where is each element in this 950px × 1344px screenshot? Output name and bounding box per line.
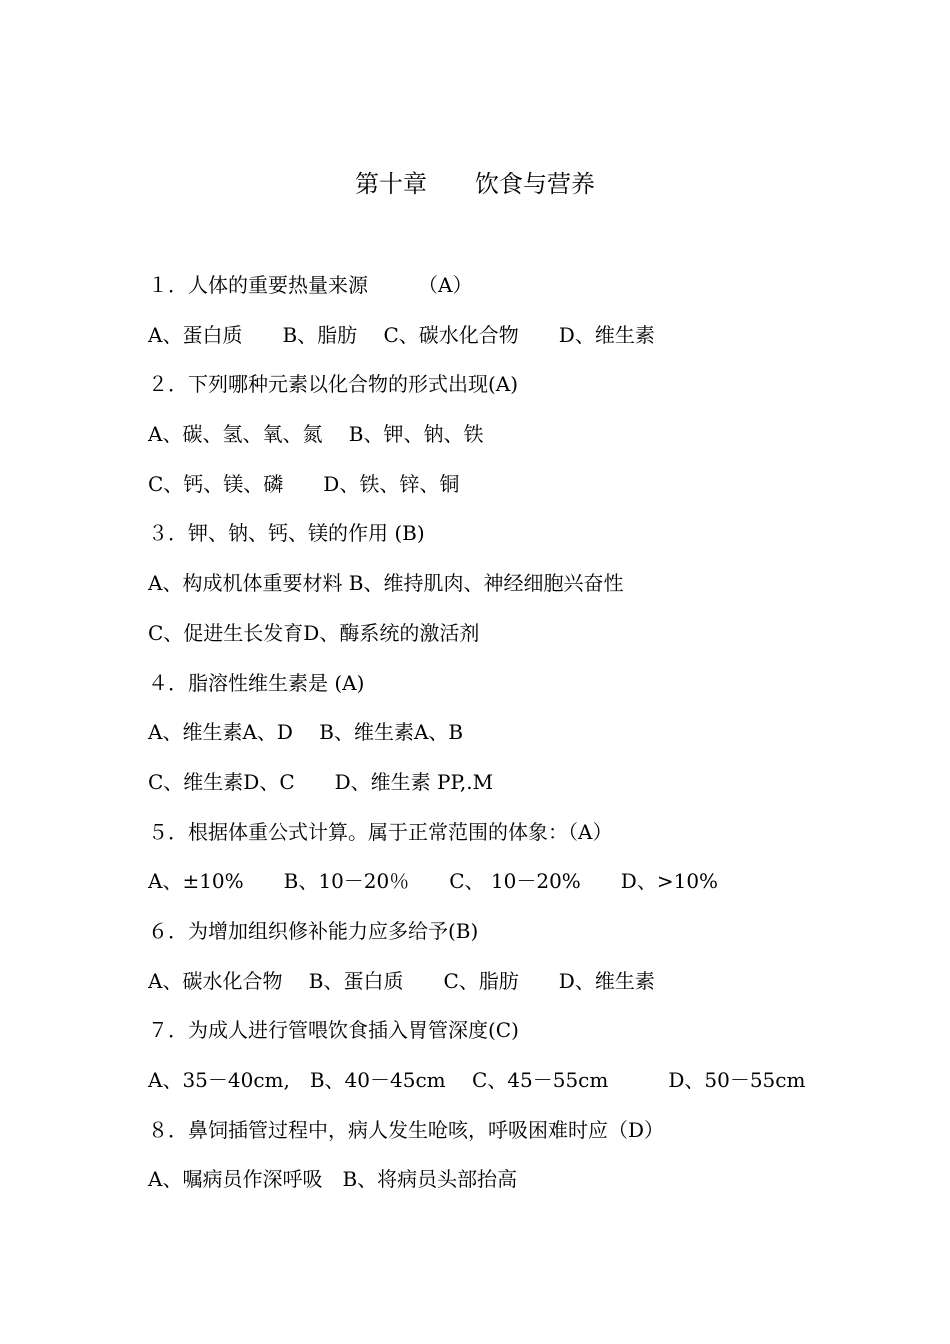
- options-2b: C、钙、镁、磷 D、铁、锌、铜: [148, 471, 460, 496]
- question-7: ７．为成人进行管喂饮食插入胃管深度(C): [148, 1018, 519, 1043]
- question-4: ４．脂溶性维生素是 (A): [148, 670, 365, 695]
- options-3a: A、构成机体重要材料 B、维持肌肉、神经细胞兴奋性: [148, 571, 624, 596]
- question-8: ８．鼻饲插管过程中，病人发生呛咳，呼吸困难时应（D）: [148, 1117, 665, 1142]
- options-6: A、碳水化合物 B、蛋白质 C、脂肪 D、维生素: [148, 968, 655, 993]
- question-2: ２．下列哪种元素以化合物的形式出现(A): [148, 372, 519, 397]
- options-3b: C、促进生长发育D、酶系统的激活剂: [148, 620, 480, 645]
- chapter-title: 第十章 饮食与营养: [355, 170, 595, 198]
- options-4a: A、维生素A、D B、维生素A、B: [148, 720, 464, 745]
- options-2a: A、碳、氢、氧、氮 B、钾、钠、铁: [148, 422, 484, 447]
- question-6: ６．为增加组织修补能力应多给予(B): [148, 918, 479, 943]
- options-1: A、蛋白质 B、脂肪 C、碳水化合物 D、维生素: [148, 322, 655, 347]
- question-list: [148, 270, 928, 1214]
- question-5: ５．根据体重公式计算。属于正常范围的体象：（A）: [148, 819, 613, 844]
- options-4b: C、维生素D、C D、维生素 PP,.M: [148, 769, 494, 794]
- options-8: A、嘱病员作深呼吸 B、将病员头部抬高: [148, 1167, 518, 1192]
- options-5: A、±10% B、10－20％ C、 10－20% D、>10%: [148, 869, 719, 894]
- options-7: A、35－40cm, B、40－45cm C、45－55cm D、50－55cm: [148, 1068, 806, 1092]
- question-1: １．人体的重要热量来源 （A）: [148, 273, 473, 297]
- question-3: ３．钾、钠、钙、镁的作用 (B): [148, 521, 425, 546]
